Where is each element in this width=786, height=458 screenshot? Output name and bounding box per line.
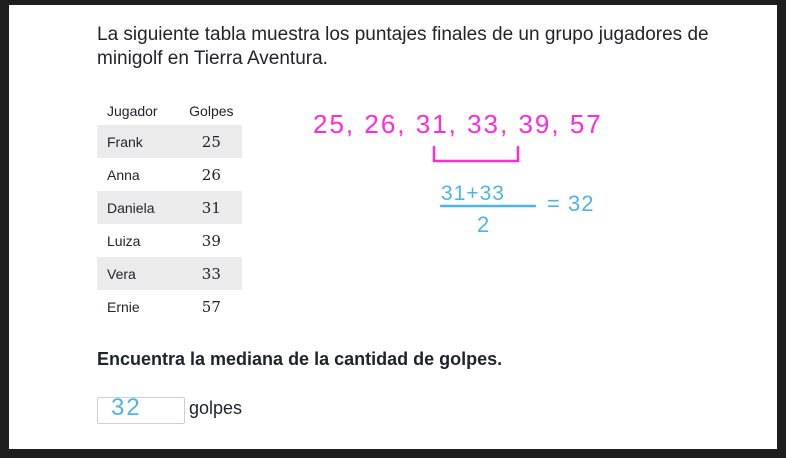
scratchpad-drawing bbox=[9, 5, 777, 449]
exercise-prompt: La siguiente tabla muestra los puntajes finales de un grupo jugadores de minigolf en Tierra Aventura. bbox=[97, 24, 709, 69]
player-strokes: 25 bbox=[181, 125, 242, 158]
scratch-result: = 32 bbox=[547, 191, 595, 216]
player-name: Frank bbox=[97, 125, 181, 158]
player-name: Ernie bbox=[107, 298, 140, 315]
scratch-fraction-denominator: 2 bbox=[477, 212, 493, 237]
column-header-player: Jugador bbox=[107, 103, 158, 119]
median-bracket bbox=[434, 147, 518, 161]
player-strokes: 33 bbox=[181, 257, 242, 290]
player-strokes: 57 bbox=[201, 297, 221, 316]
answer-unit-label: golpes bbox=[189, 398, 243, 418]
player-strokes: 26 bbox=[201, 165, 221, 184]
player-strokes: 31 bbox=[181, 191, 242, 224]
question-text: Encuentra la mediana de la cantidad de golpes. bbox=[97, 349, 503, 369]
answer-handwritten-value: 32 bbox=[111, 394, 142, 421]
column-header-strokes: Golpes bbox=[189, 103, 234, 119]
exercise-card bbox=[9, 5, 777, 449]
player-name: Vera bbox=[97, 257, 181, 290]
scratch-sorted-list: 25, 26, 31, 33, 39, 57 bbox=[313, 109, 603, 139]
scratch-fraction-numerator: 31+33 bbox=[441, 182, 505, 205]
player-name: Daniela bbox=[97, 191, 181, 224]
player-name: Luiza bbox=[107, 232, 141, 249]
player-strokes: 39 bbox=[201, 231, 221, 250]
player-name: Anna bbox=[107, 166, 140, 183]
